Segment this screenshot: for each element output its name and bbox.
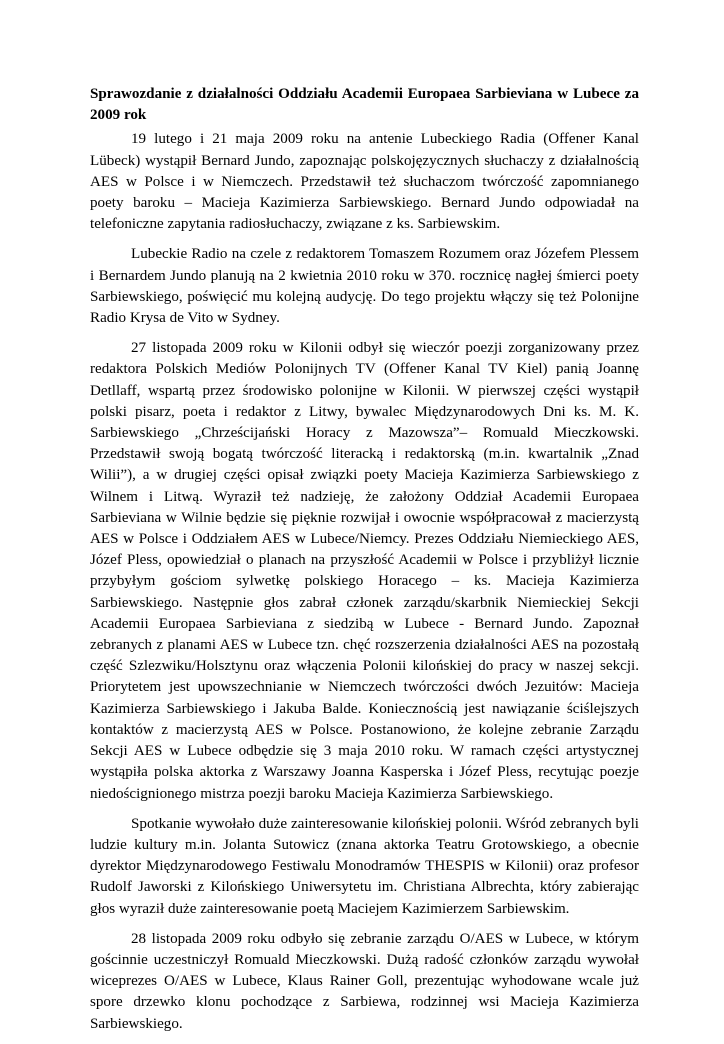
- paragraph-meeting-interest: Spotkanie wywołało duże zainteresowanie kilońskiej polonii. Wśród zebranych byli ludzie kultury m.in. Jolanta Sutowicz (znana aktorka Teatru Grotowskiego, a obecnie dyrektor Międzynarodowego Festiwalu Monodramów THESPIS w Kilonii) oraz profesor Rudolf Jaworski z Kilońskiego Uniwersytetu im. Christiana Albrechta, który zabierając głos wyraził duże zainteresowanie poetą Maciejem Kazimierzem Sarbiewskim.: [90, 815, 639, 917]
- document-page: [90, 84, 639, 1044]
- paragraph-board-meeting: 28 listopada 2009 roku odbyło się zebranie zarządu O/AES w Lubece, w którym gościnnie uczestniczył Romuald Mieczkowski. Dużą radość członków zarządu wywołał wiceprezes O/AES w Lubece, Klaus Rainer Goll, prezentując wyhodowane wcale już spore drzewko klonu pochodzące z Sarbiewa, rodzinnej wsi Macieja Kazimierza Sarbiewskiego.: [90, 930, 639, 1032]
- paragraph-radio-plans: Lubeckie Radio na czele z redaktorem Tomaszem Rozumem oraz Józefem Plessem i Bernardem Jundo planują na 2 kwietnia 2010 roku w 370. rocznicę nagłej śmierci poety Sarbiewskiego, poświęcić mu kolejną audycję. Do tego projektu włączy się też Polonijne Radio Krysa de Vito w Sydney.: [90, 246, 639, 327]
- paragraph-poetry-evening: 27 listopada 2009 roku w Kilonii odbył się wieczór poezji zorganizowany przez redaktora Polskich Mediów Polonijnych TV (Offener Kanal TV Kiel) panią Joannę Detllaff, wspartą przez środowisko polonijne w Kilonii. W pierwszej części wystąpił polski pisarz, poeta i redaktor z Litwy, bywalec Międzynarodowych Dni ks. M. K. Sarbiewskiego „Chrześcijański Horacy z Mazowsza”– Romuald Mieczkowski. Przedstawił swoją bogatą twórczość literacką i redaktorską (m.in. kwartalnik „Znad Wilii”), a w drugiej części opisał związki poety Macieja Kazimierza Sarbiewskiego z Wilnem i Litwą. Wyraził też nadzieję, że założony Oddział Academii Europaea Sarbieviana w Wilnie będzie się pięknie rozwijał i owocnie współpracował z macierzystą AES w Polsce i Oddziałem AES w Lubece/Niemcy. Prezes Oddziału Niemieckiego AES, Józef Pless, opowiedział o planach na przyszłość Academii w Polsce i przybliżył licznie przybyłym gościom sylwetkę polskiego Horacego – ks. Macieja Kazimierza Sarbiewskiego. Następnie głos zabrał członek zarządu/skarbnik Niemieckiej Sekcji Academii Europaea Sarbieviana z siedzibą w Lubece - Bernard Jundo. Zapoznał zebranych z planami AES w Lubece tzn. chęć rozszerzenia działalności AES na pozostałą część Szlezwiku/Holsztynu oraz włączenia Polonii kilońskiej do pracy w naszej sekcji. Priorytetem jest upowszechnianie w Niemczech twórczości dwóch Jezuitów: Macieja Kazimierza Sarbiewskiego i Jakuba Balde. Koniecznością jest nawiązanie ściślejszych kontaktów z macierzystą AES w Polsce. Postanowiono, że kolejne zebranie Zarządu Sekcji AES w Lubece odbędzie się 3 maja 2010 roku. W ramach części artystycznej wystąpiła polska aktorka z Warszawy Joanna Kasperska i Józef Pless, recytując poezje niedoścignionego mistrza poezji baroku Macieja Kazimierza Sarbiewskiego.: [90, 340, 639, 802]
- paragraph-radio-broadcast: 19 lutego i 21 maja 2009 roku na antenie Lubeckiego Radia (Offener Kanal Lübeck) wystąpił Bernard Jundo, zapoznając polskojęzycznych słuchaczy z działalnością AES w Polsce i w Niemczech. Przedstawił też słuchaczom twórczość zapomnianego poety baroku – Macieja Kazimierza Sarbiewskiego. Bernard Jundo odpowiadał na telefoniczne zapytania radiosłuchaczy, związane z ks. Sarbiewskim.: [90, 131, 639, 233]
- document-title: Sprawozdanie z działalności Oddziału Academii Europaea Sarbieviana w Lubece za 2009 rok: [90, 86, 639, 124]
